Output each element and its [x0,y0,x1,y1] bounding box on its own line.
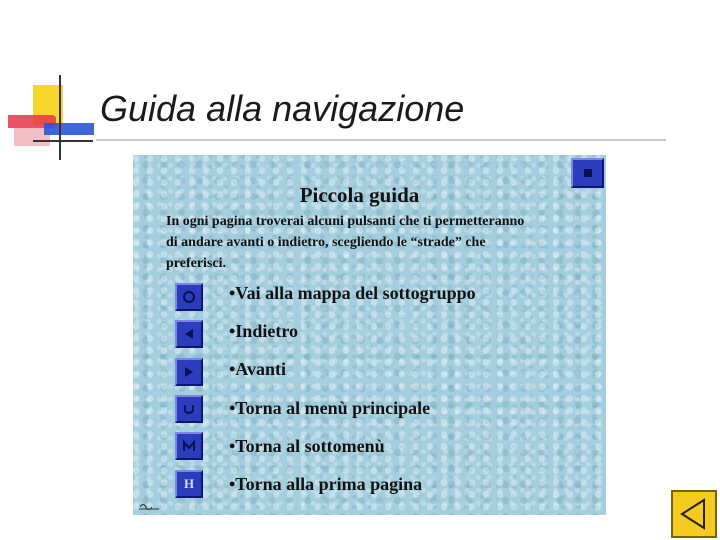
item-label-home: •Torna alla prima pagina [229,474,423,494]
panel-heading: Piccola guida [299,183,420,207]
slide-title: Guida alla navigazione [100,88,465,129]
return-triangle-icon [676,496,712,532]
submenu-icon[interactable] [175,432,203,460]
logo-blue-bar [44,123,94,135]
logo-vertical-line [59,75,61,160]
sound-marker-icon [138,501,162,511]
return-button[interactable] [671,490,717,538]
slide-logo [0,75,100,165]
item-label-map: •Vai alla mappa del sottogruppo [229,283,476,303]
intro-line-1: In ogni pagina troverai alcuni pulsanti che ti permetteranno [166,214,525,229]
guide-panel [133,155,606,515]
main-menu-icon[interactable] [175,395,203,423]
item-label-back: •Indietro [229,321,298,341]
item-label-main-menu: •Torna al menù principale [229,398,431,418]
arrow-right-icon[interactable] [175,358,203,386]
arrow-left-icon[interactable] [175,320,203,348]
intro-text [166,211,586,274]
item-label-submenu: •Torna al sottomenù [229,436,385,456]
map-icon[interactable] [175,283,203,311]
title-divider [96,139,666,141]
logo-horizontal-line [33,140,93,142]
intro-line-2: di andare avanti o indietro, scegliendo le “strade” che [166,235,486,250]
home-icon[interactable] [175,470,203,498]
home-icon-letter: H [183,476,195,491]
item-label-forward: •Avanti [229,359,286,379]
intro-line-3: preferisci. [166,256,226,271]
